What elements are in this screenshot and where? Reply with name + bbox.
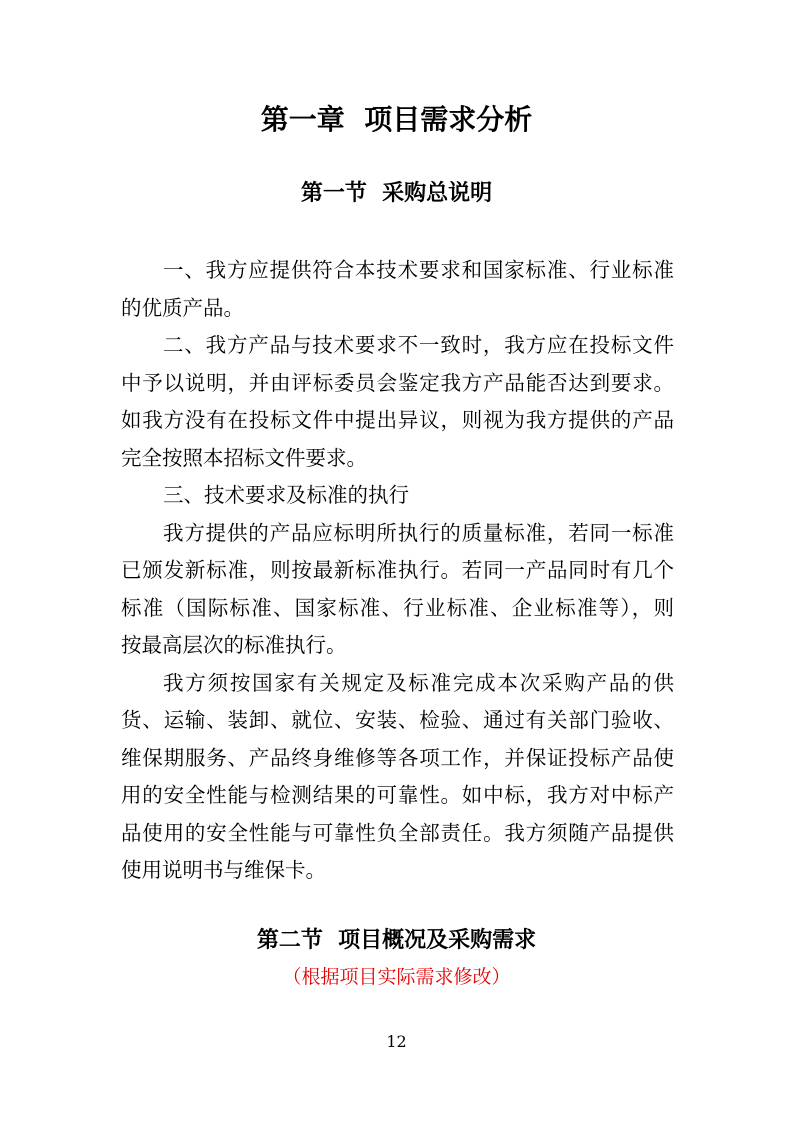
section-title-2: 第二节 项目概况及采购需求 [256,928,537,953]
section-title-1: 第一节 采购总说明 [300,181,493,206]
text-line: 我方提供的产品应标明所执行的质量标准，若同一标准 [163,520,674,545]
text-line: 标准（国际标准、国家标准、行业标准、企业标准等），则 [121,595,674,620]
section-body [121,252,674,890]
text-line: 品使用的安全性能与可靠性负全部责任。我方须随产品提供 [121,820,674,845]
text-line: 二、我方产品与技术要求不一致时，我方应在投标文件 [163,333,674,357]
text-line: 一、我方应提供符合本技术要求和国家标准、行业标准 [163,258,674,282]
page-number: 12 [386,1032,407,1051]
text-line: 我方须按国家有关规定及标准完成本次采购产品的供 [163,670,674,695]
text-line: 三、技术要求及标准的执行 [163,483,409,507]
text-line: 如我方没有在投标文件中提出异议，则视为我方提供的产品 [121,408,674,432]
text-line: 完全按照本招标文件要求。 [121,445,367,470]
text-line: 用的安全性能与检测结果的可靠性。如中标，我方对中标产 [121,783,674,807]
text-line: 已颁发新标准，则按最新标准执行。若同一产品同时有几个 [121,558,674,582]
text-line: 使用说明书与维保卡。 [121,858,326,882]
text-line: 维保期服务、产品终身维修等各项工作，并保证投标产品使 [121,745,674,770]
revision-note: （根据项目实际需求修改） [282,966,511,988]
text-line: 按最高层次的标准执行。 [121,633,347,657]
text-line: 的优质产品。 [121,295,244,320]
text-line: 货、运输、装卸、就位、安装、检验、通过有关部门验收、 [121,708,674,732]
text-line: 中予以说明，并由评标委员会鉴定我方产品能否达到要求。 [121,370,674,395]
chapter-title: 第一章 项目需求分析 [260,103,533,136]
